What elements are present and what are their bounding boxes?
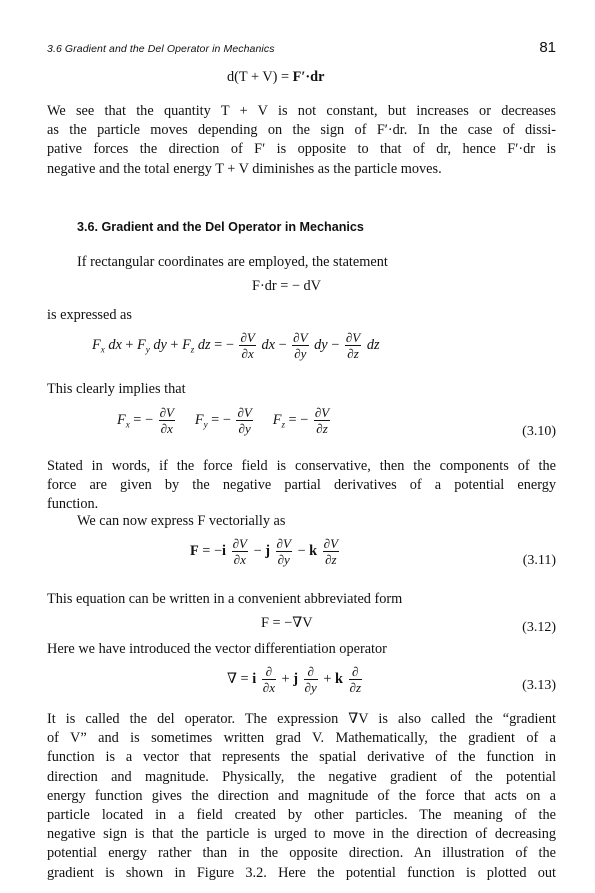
equation-f-dot-dr: F·dr = − dV [252,278,321,294]
text-line: If rectangular coordinates are employed, the statement [77,254,388,270]
section-heading: 3.6. Gradient and the Del Operator in Mechanics [77,220,364,234]
text-line: negative and the total energy T + V diminishes as the particle moves. [47,160,442,177]
text-line: as the particle moves depending on the sign of F′·dr. In the case of dissi- [47,122,556,139]
paragraph-del-explanation [47,710,556,883]
text-line: function is a vector that represents the spatial derivative of the function in [47,749,556,766]
equation-number: (3.13) [522,678,556,693]
equation-energy-lhs: d(T + V) = [227,69,293,85]
running-header: 3.6 Gradient and the Del Operator in Mechanics [47,43,275,55]
equation-gradient-force: F = −∇V [261,615,313,631]
equation-del-operator: ∇ = i $\frac{\partial}{\partial x}$ + j $\frac{\partial}{\partial y}$ + k $\frac{\partial}{\partial z}$ [227,664,362,695]
text-line: This equation can be written in a convenient abbreviated form [47,591,403,607]
text-line: negative sign is that the particle is urged to move in the direction of decreasing [47,826,556,843]
text-line: We see that the quantity T + V is not constant, but increases or decreases [47,103,556,119]
text-line: force are given by the negative partial derivatives of a potential energy [47,477,556,494]
text-line: We can now express F vectorially as [77,513,286,529]
text-line: Here we have introduced the vector differentiation operator [47,641,387,657]
paragraph-statement [47,253,556,272]
paragraph-vectorially [47,512,556,531]
equation-energy-rhs: F′·dr [292,69,325,85]
paragraph-energy [47,102,556,179]
paragraph-conservative [47,457,556,515]
text-line: It is called the del operator. The expression ∇V is also called the “gradient [47,711,556,727]
text-line: function. [47,496,99,513]
text-line: gradient is shown in Figure 3.2. Here the potential function is plotted out [47,864,556,881]
text-line: direction and magnitude. Physically, the negative gradient of the potential [47,768,556,785]
text-line: pative forces the direction of F′ is opposite to that of dr, hence F′·dr is [47,141,556,158]
equation-number: (3.10) [522,424,556,439]
page-number: 81 [539,39,556,56]
equation-number: (3.12) [522,620,556,635]
equation-number: (3.11) [522,553,556,568]
paragraph-operator [47,640,556,659]
paragraph-implies [47,380,556,399]
equation-force-vector: F = −i $\frac{\partial V}{\partial x}$ − j $\frac{\partial V}{\partial y}$ − k $\frac{\partial V}{\partial z}$ [190,536,339,567]
equation-differential-expansion: $F_x$ dx + $F_y$ dy + $F_z$ dz = − $\frac{\partial V}{\partial x}$ dx − $\frac{\partial V}{\partial y}$ dy − $\frac{\partial V}{\partial z}$ dz [92,330,380,361]
text-line: particle located in a field created by other particles. The meaning of the [47,807,556,824]
text-line: of V” and is sometimes written grad V. Mathematically, the gradient of a [47,730,556,747]
paragraph-abbreviated [47,590,556,609]
textbook-page [47,0,556,893]
text-line: is expressed as [47,307,132,323]
text-line: This clearly implies that [47,381,186,397]
equation-force-components: $F_x$ = − $\frac{\partial V}{\partial x}$ $F_y$ = − $\frac{\partial V}{\partial y}$ $F_z$ = − $\frac{\partial V}{\partial z}$ [117,405,330,436]
equation-energy-change [227,68,324,87]
paragraph-expressed [47,306,556,325]
text-line: energy function gives the direction and magnitude of the force that acts on a [47,787,556,804]
text-line: potential energy rather than in the opposite direction. An illustration of the [47,845,556,862]
text-line: Stated in words, if the force field is conservative, then the components of the [47,458,556,474]
